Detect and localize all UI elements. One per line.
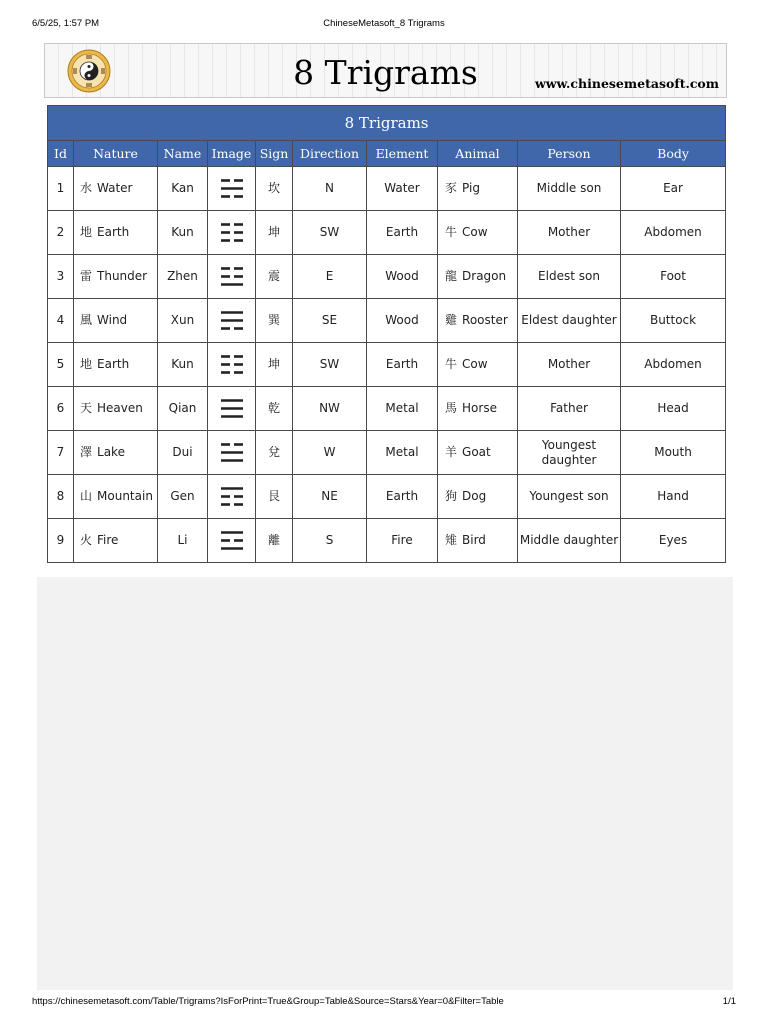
- cell-person: Eldest son: [518, 255, 621, 299]
- nature-label: Lake: [97, 445, 125, 459]
- cell-body: Mouth: [621, 431, 726, 475]
- cell-sign: 坤: [256, 343, 293, 387]
- cell-animal: [438, 255, 518, 299]
- nature-character: 地: [80, 225, 93, 239]
- cell-person: Eldest daughter: [518, 299, 621, 343]
- cell-body: Buttock: [621, 299, 726, 343]
- trigrams-table: [47, 105, 726, 563]
- cell-direction: N: [293, 167, 367, 211]
- print-url: https://chinesemetasoft.com/Table/Trigrams?IsForPrint=True&Group=Table&Source=Stars&Year=0&Filter=Table: [32, 996, 504, 1007]
- cell-nature: [74, 519, 158, 563]
- print-timestamp: 6/5/25, 1:57 PM: [32, 18, 100, 29]
- column-header-body: Body: [621, 141, 726, 167]
- cell-nature: [74, 343, 158, 387]
- cell-image: [208, 343, 256, 387]
- column-header-row: [48, 141, 726, 167]
- animal-character: 雉: [445, 533, 458, 547]
- cell-image: [208, 167, 256, 211]
- column-header-element: Element: [367, 141, 438, 167]
- cell-person: Father: [518, 387, 621, 431]
- animal-character: 狗: [445, 489, 458, 503]
- cell-sign: 離: [256, 519, 293, 563]
- cell-element: Earth: [367, 211, 438, 255]
- nature-label: Earth: [97, 357, 130, 371]
- cell-image: [208, 475, 256, 519]
- table-row: [48, 431, 726, 475]
- print-document-title: ChineseMetasoft_8 Trigrams: [323, 18, 445, 29]
- cell-direction: S: [293, 519, 367, 563]
- animal-label: Dog: [462, 489, 487, 503]
- nature-label: Water: [97, 181, 133, 195]
- cell-nature: [74, 475, 158, 519]
- cell-direction: SW: [293, 343, 367, 387]
- cell-animal: [438, 475, 518, 519]
- cell-sign: 坤: [256, 211, 293, 255]
- nature-character: 澤: [80, 445, 93, 459]
- cell-id: 5: [48, 343, 74, 387]
- cell-body: Foot: [621, 255, 726, 299]
- cell-element: Earth: [367, 343, 438, 387]
- table-row: [48, 299, 726, 343]
- cell-person: Youngest daughter: [518, 431, 621, 475]
- nature-character: 風: [80, 313, 93, 327]
- cell-image: [208, 255, 256, 299]
- cell-animal: [438, 343, 518, 387]
- table-row: [48, 211, 726, 255]
- table-body: [48, 167, 726, 563]
- cell-name: Kan: [158, 167, 208, 211]
- nature-label: Fire: [97, 533, 119, 547]
- print-header: [32, 18, 736, 30]
- table-title: 8 Trigrams: [48, 106, 726, 141]
- cell-direction: E: [293, 255, 367, 299]
- cell-animal: [438, 211, 518, 255]
- trigram-image-icon: [220, 178, 244, 200]
- cell-direction: SW: [293, 211, 367, 255]
- cell-animal: [438, 387, 518, 431]
- cell-animal: [438, 519, 518, 563]
- animal-label: Pig: [462, 181, 480, 195]
- site-url[interactable]: www.chinesemetasoft.com: [535, 76, 719, 91]
- animal-character: 羊: [445, 445, 458, 459]
- animal-label: Horse: [462, 401, 497, 415]
- cell-element: Earth: [367, 475, 438, 519]
- cell-nature: [74, 431, 158, 475]
- cell-direction: SE: [293, 299, 367, 343]
- cell-sign: 兌: [256, 431, 293, 475]
- column-header-id: Id: [48, 141, 74, 167]
- animal-label: Bird: [462, 533, 486, 547]
- cell-image: [208, 519, 256, 563]
- nature-character: 火: [80, 533, 93, 547]
- trigram-image-icon: [220, 266, 244, 288]
- cell-body: Eyes: [621, 519, 726, 563]
- table-row: [48, 167, 726, 211]
- table-row: [48, 387, 726, 431]
- nature-character: 水: [80, 181, 93, 195]
- cell-body: Abdomen: [621, 343, 726, 387]
- cell-name: Xun: [158, 299, 208, 343]
- trigram-image-icon: [220, 530, 244, 552]
- animal-character: 馬: [445, 401, 458, 415]
- cell-name: Kun: [158, 211, 208, 255]
- cell-person: Mother: [518, 211, 621, 255]
- cell-name: Gen: [158, 475, 208, 519]
- nature-label: Heaven: [97, 401, 143, 415]
- column-header-nature: Nature: [74, 141, 158, 167]
- cell-animal: [438, 167, 518, 211]
- column-header-image: Image: [208, 141, 256, 167]
- page-area: [37, 36, 733, 990]
- nature-label: Thunder: [97, 269, 148, 283]
- cell-nature: [74, 387, 158, 431]
- animal-character: 豕: [445, 181, 458, 195]
- nature-character: 山: [80, 489, 93, 503]
- animal-character: 牛: [445, 225, 458, 239]
- column-header-direction: Direction: [293, 141, 367, 167]
- animal-label: Dragon: [462, 269, 507, 283]
- table-row: [48, 475, 726, 519]
- cell-element: Water: [367, 167, 438, 211]
- column-header-person: Person: [518, 141, 621, 167]
- cell-id: 7: [48, 431, 74, 475]
- cell-name: Dui: [158, 431, 208, 475]
- cell-name: Li: [158, 519, 208, 563]
- table-row: [48, 255, 726, 299]
- cell-id: 8: [48, 475, 74, 519]
- cell-id: 1: [48, 167, 74, 211]
- nature-label: Earth: [97, 225, 130, 239]
- animal-character: 牛: [445, 357, 458, 371]
- animal-label: Cow: [462, 225, 488, 239]
- site-banner: [44, 43, 727, 98]
- animal-label: Goat: [462, 445, 491, 459]
- cell-name: Zhen: [158, 255, 208, 299]
- nature-character: 雷: [80, 269, 93, 283]
- cell-sign: 巽: [256, 299, 293, 343]
- animal-character: 龍: [445, 269, 458, 283]
- cell-name: Qian: [158, 387, 208, 431]
- nature-label: Mountain: [97, 489, 153, 503]
- cell-id: 9: [48, 519, 74, 563]
- trigram-image-icon: [220, 398, 244, 420]
- cell-id: 4: [48, 299, 74, 343]
- table-row: [48, 519, 726, 563]
- cell-image: [208, 211, 256, 255]
- cell-body: Head: [621, 387, 726, 431]
- cell-id: 6: [48, 387, 74, 431]
- content-area: [37, 36, 733, 577]
- column-header-animal: Animal: [438, 141, 518, 167]
- cell-nature: [74, 255, 158, 299]
- cell-body: Hand: [621, 475, 726, 519]
- trigram-image-icon: [220, 310, 244, 332]
- cell-person: Middle daughter: [518, 519, 621, 563]
- cell-element: Wood: [367, 299, 438, 343]
- cell-name: Kun: [158, 343, 208, 387]
- cell-id: 2: [48, 211, 74, 255]
- cell-body: Abdomen: [621, 211, 726, 255]
- cell-image: [208, 299, 256, 343]
- cell-sign: 乾: [256, 387, 293, 431]
- cell-nature: [74, 167, 158, 211]
- nature-character: 天: [80, 401, 93, 415]
- cell-nature: [74, 299, 158, 343]
- column-header-name: Name: [158, 141, 208, 167]
- cell-sign: 震: [256, 255, 293, 299]
- cell-direction: W: [293, 431, 367, 475]
- cell-id: 3: [48, 255, 74, 299]
- cell-direction: NW: [293, 387, 367, 431]
- animal-character: 雞: [445, 313, 458, 327]
- cell-animal: [438, 299, 518, 343]
- trigram-image-icon: [220, 442, 244, 464]
- page-number: 1/1: [722, 996, 736, 1007]
- cell-image: [208, 431, 256, 475]
- cell-sign: 坎: [256, 167, 293, 211]
- cell-nature: [74, 211, 158, 255]
- nature-character: 地: [80, 357, 93, 371]
- cell-element: Metal: [367, 387, 438, 431]
- cell-person: Middle son: [518, 167, 621, 211]
- cell-image: [208, 387, 256, 431]
- animal-label: Cow: [462, 357, 488, 371]
- animal-label: Rooster: [462, 313, 508, 327]
- cell-person: Mother: [518, 343, 621, 387]
- cell-element: Wood: [367, 255, 438, 299]
- trigram-image-icon: [220, 486, 244, 508]
- print-footer: [32, 996, 736, 1008]
- cell-element: Fire: [367, 519, 438, 563]
- site-title: 8 Trigrams: [293, 53, 478, 92]
- column-header-sign: Sign: [256, 141, 293, 167]
- cell-sign: 艮: [256, 475, 293, 519]
- cell-body: Ear: [621, 167, 726, 211]
- cell-direction: NE: [293, 475, 367, 519]
- nature-label: Wind: [97, 313, 128, 327]
- cell-element: Metal: [367, 431, 438, 475]
- cell-person: Youngest son: [518, 475, 621, 519]
- trigram-image-icon: [220, 222, 244, 244]
- cell-animal: [438, 431, 518, 475]
- trigram-image-icon: [220, 354, 244, 376]
- table-row: [48, 343, 726, 387]
